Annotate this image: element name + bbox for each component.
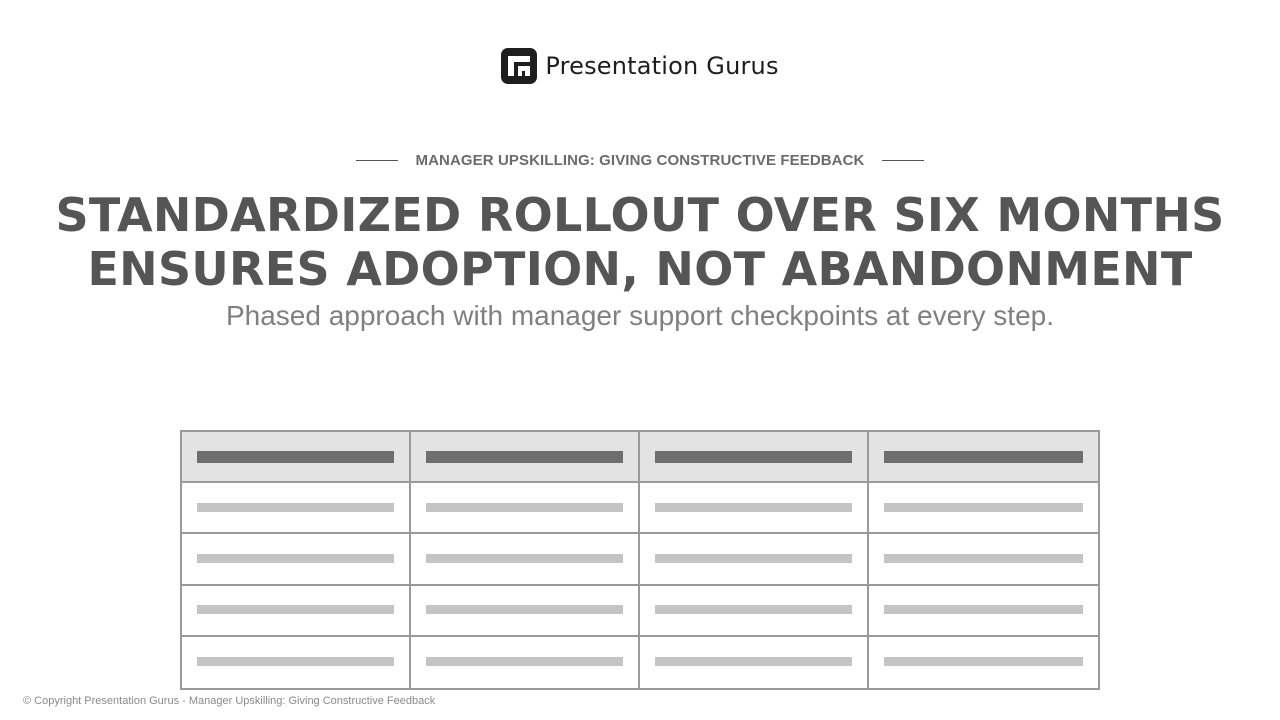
subtitle: Phased approach with manager support checkpoints at every step.: [225, 300, 1055, 331]
cell-placeholder-bar: [197, 554, 394, 563]
page-title: [0, 188, 1280, 296]
footer-copyright: © Copyright Presentation Gurus - Manager Upskilling: Giving Constructive Feedback: [23, 695, 436, 707]
eyebrow-line-left: [356, 160, 398, 161]
table-cell: [411, 637, 640, 688]
cell-placeholder-bar: [426, 657, 623, 666]
table-cell: [640, 637, 869, 688]
header-placeholder-bar: [655, 451, 852, 463]
cell-placeholder-bar: [197, 605, 394, 614]
table-cell: [640, 586, 869, 637]
header-placeholder-bar: [884, 451, 1083, 463]
table-cell: [411, 586, 640, 637]
table-cell: [411, 534, 640, 585]
logo: [0, 48, 1280, 84]
table-cell: [640, 483, 869, 534]
cell-placeholder-bar: [426, 605, 623, 614]
title-line-2: ENSURES ADOPTION, NOT ABANDONMENT: [87, 242, 1193, 296]
cell-placeholder-bar: [655, 554, 852, 563]
eyebrow: [0, 152, 1280, 169]
table-cell: [182, 534, 411, 585]
table-header-cell: [869, 432, 1098, 483]
placeholder-table: [180, 430, 1100, 690]
cell-placeholder-bar: [197, 503, 394, 512]
table-cell: [869, 483, 1098, 534]
table-header-cell: [640, 432, 869, 483]
cell-placeholder-bar: [884, 657, 1083, 666]
table-cell: [182, 586, 411, 637]
presentation-gurus-logo-icon: [501, 48, 537, 84]
table-cell: [640, 534, 869, 585]
table-cell: [869, 534, 1098, 585]
table-cell: [182, 637, 411, 688]
table-cell: [411, 483, 640, 534]
eyebrow-text: MANAGER UPSKILLING: GIVING CONSTRUCTIVE FEEDBACK: [415, 152, 865, 169]
cell-placeholder-bar: [884, 605, 1083, 614]
table-cell: [182, 483, 411, 534]
table-cell: [869, 637, 1098, 688]
table-cell: [869, 586, 1098, 637]
table-header-cell: [182, 432, 411, 483]
cell-placeholder-bar: [884, 503, 1083, 512]
cell-placeholder-bar: [884, 554, 1083, 563]
cell-placeholder-bar: [655, 605, 852, 614]
eyebrow-line-right: [882, 160, 924, 161]
cell-placeholder-bar: [426, 554, 623, 563]
cell-placeholder-bar: [655, 657, 852, 666]
title-line-1: STANDARDIZED ROLLOUT OVER SIX MONTHS: [55, 188, 1225, 242]
table-header-cell: [411, 432, 640, 483]
logo-text: Presentation Gurus: [545, 52, 779, 80]
cell-placeholder-bar: [426, 503, 623, 512]
header-placeholder-bar: [197, 451, 394, 463]
header-placeholder-bar: [426, 451, 623, 463]
cell-placeholder-bar: [655, 503, 852, 512]
cell-placeholder-bar: [197, 657, 394, 666]
